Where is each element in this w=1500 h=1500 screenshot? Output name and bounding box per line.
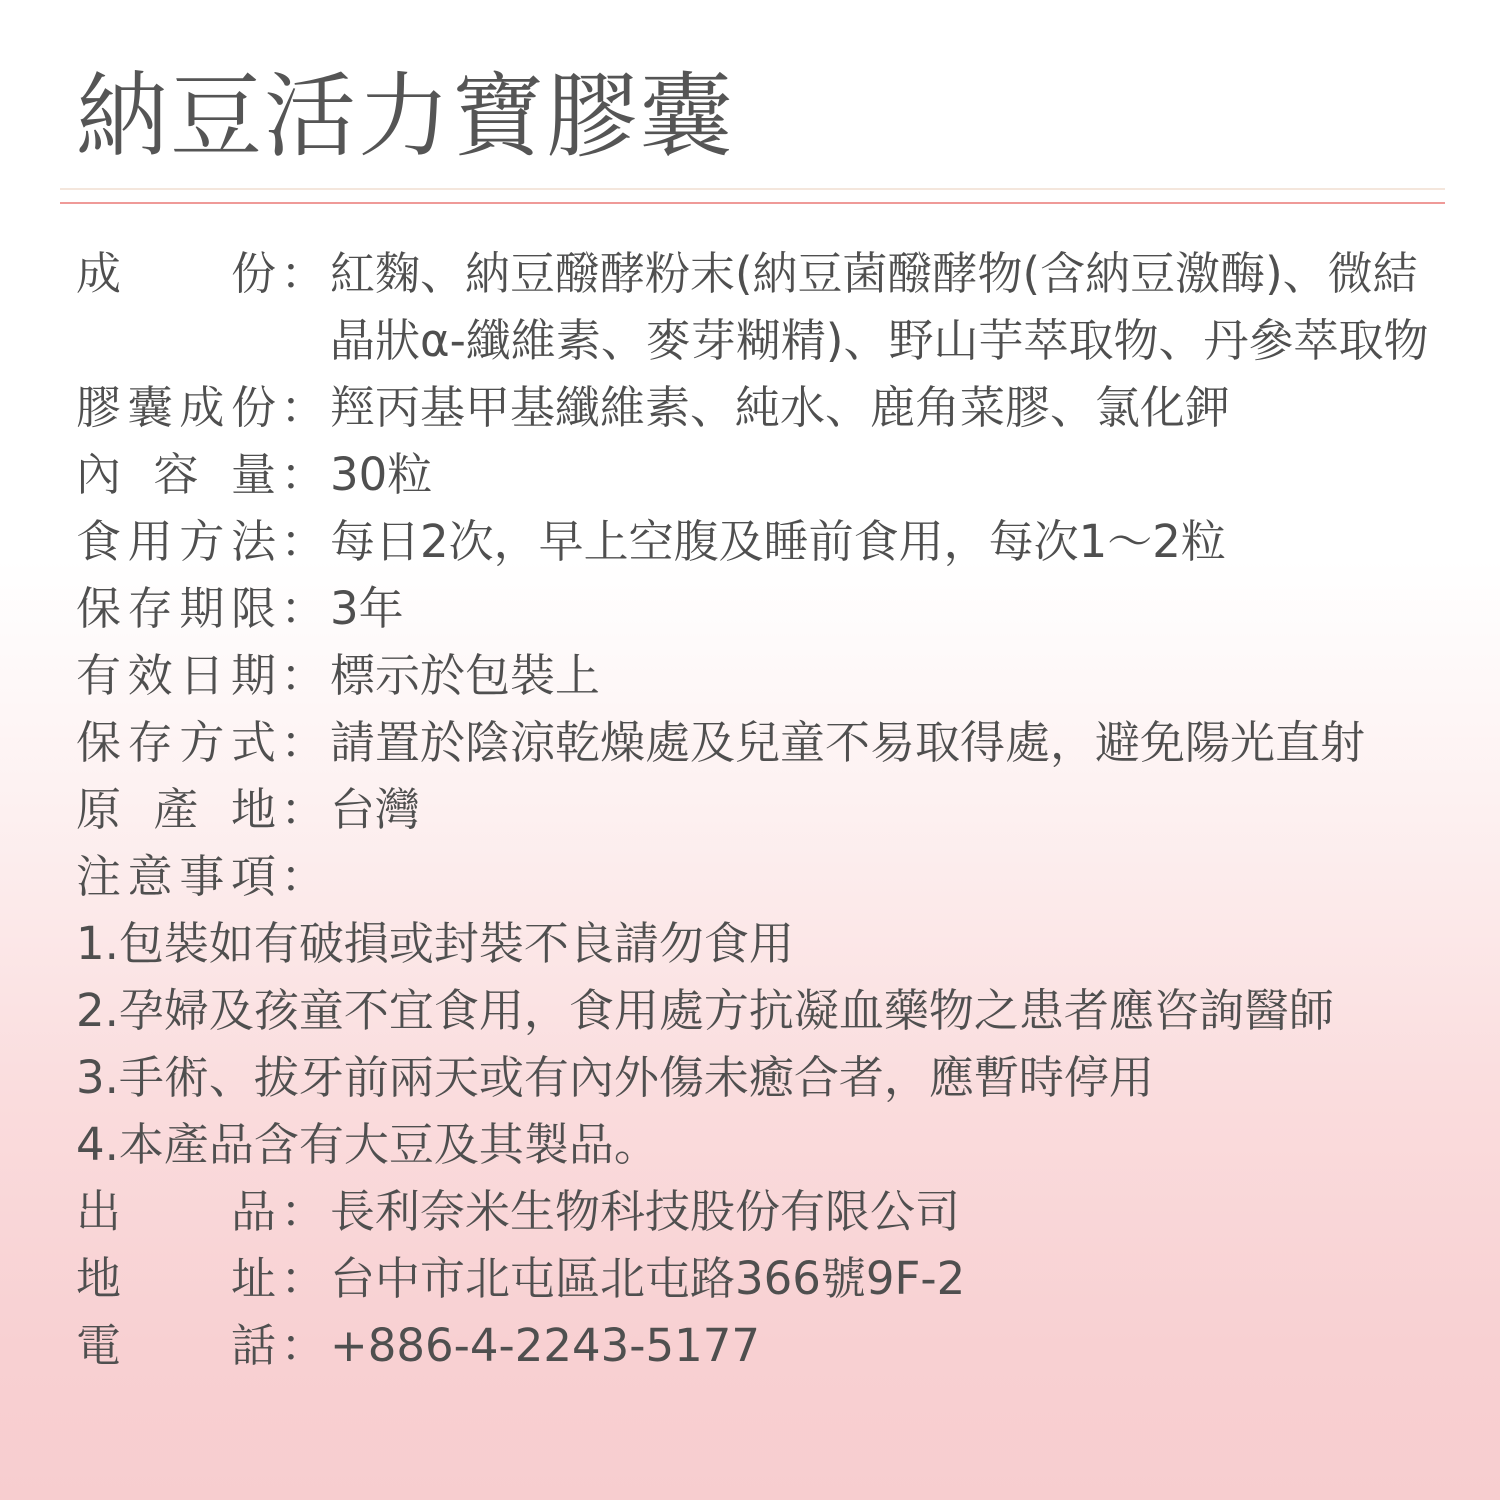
spec-label: 原 產 地 (76, 783, 276, 836)
spec-row-shelf-life: 保 存 期 限 ： 3年 (76, 575, 1456, 642)
spec-row-usage: 食 用 方 法 ： 每日2次，早上空腹及睡前食用，每次1～2粒 (76, 508, 1456, 575)
company-label: 出 品 (76, 1185, 276, 1238)
company-value: 台中市北屯區北屯路366號9F-2 (330, 1252, 966, 1305)
product-title: 納豆活力寶膠囊 (76, 63, 735, 170)
spec-value: 每日2次，早上空腹及睡前食用，每次1～2粒 (330, 515, 1226, 568)
spec-label: 注 意 事 項 (76, 850, 276, 903)
title-divider (60, 202, 1445, 204)
spec-label: 有 效 日 期 (76, 649, 276, 702)
spec-label: 成 份 (76, 247, 276, 300)
spec-value: 請置於陰涼乾燥處及兒童不易取得處，避免陽光直射 (330, 716, 1366, 769)
spec-label: 膠 囊 成 份 (76, 381, 276, 434)
spec-row-expiry: 有 效 日 期 ： 標示於包裝上 (76, 642, 1456, 709)
spec-value: 標示於包裝上 (330, 649, 601, 702)
note-item: 1.包裝如有破損或封裝不良請勿食用 (76, 917, 794, 970)
spec-value: 30粒 (330, 448, 433, 501)
note-item: 2.孕婦及孩童不宜食用，食用處方抗凝血藥物之患者應咨詢醫師 (76, 984, 1334, 1037)
note-item: 4.本產品含有大豆及其製品。 (76, 1118, 659, 1171)
spec-row-storage: 保 存 方 式 ： 請置於陰涼乾燥處及兒童不易取得處，避免陽光直射 (76, 709, 1456, 776)
company-row-manufacturer: 出 品 ： 長利奈米生物科技股份有限公司 (76, 1178, 1456, 1245)
spec-value: 紅麴、納豆醱酵粉末(納豆菌醱酵物(含納豆激酶)、微結晶狀α-纖維素、麥芽糊精)、野山芋萃取物、丹參萃取物 (330, 247, 1429, 367)
spec-label: 內 容 量 (76, 448, 276, 501)
spec-row-origin: 原 產 地 ： 台灣 (76, 776, 1456, 843)
spec-label: 食 用 方 法 (76, 515, 276, 568)
spec-value: 羥丙基甲基纖維素、純水、鹿角菜膠、氯化鉀 (330, 381, 1231, 434)
spec-label: 保 存 期 限 (76, 582, 276, 635)
company-value: +886-4-2243-5177 (330, 1319, 760, 1372)
company-value: 長利奈米生物科技股份有限公司 (330, 1185, 961, 1238)
spec-sheet (76, 240, 1456, 1379)
spec-value: 台灣 (330, 783, 421, 836)
title-divider-light (60, 188, 1445, 190)
spec-row-capsule-ingredients: 膠 囊 成 份 ： 羥丙基甲基纖維素、純水、鹿角菜膠、氯化鉀 (76, 374, 1456, 441)
note-item: 3.手術、拔牙前兩天或有內外傷未癒合者，應暫時停用 (76, 1051, 1154, 1104)
spec-label: 保 存 方 式 (76, 716, 276, 769)
company-row-address: 地 址 ： 台中市北屯區北屯路366號9F-2 (76, 1245, 1456, 1312)
spec-value: 3年 (330, 582, 404, 635)
company-label: 電 話 (76, 1319, 276, 1372)
spec-row-ingredients: 成 份 ： 紅麴、納豆醱酵粉末(納豆菌醱酵物(含納豆激酶)、微結晶狀α-纖維素、麥芽糊精)、野山芋萃取物、丹參萃取物 (76, 240, 1456, 374)
company-row-phone: 電 話 ： +886-4-2243-5177 (76, 1312, 1456, 1379)
company-label: 地 址 (76, 1252, 276, 1305)
spec-row-content: 內 容 量 ： 30粒 (76, 441, 1456, 508)
spec-row-notes: 注 意 事 項 ： (76, 843, 1456, 910)
